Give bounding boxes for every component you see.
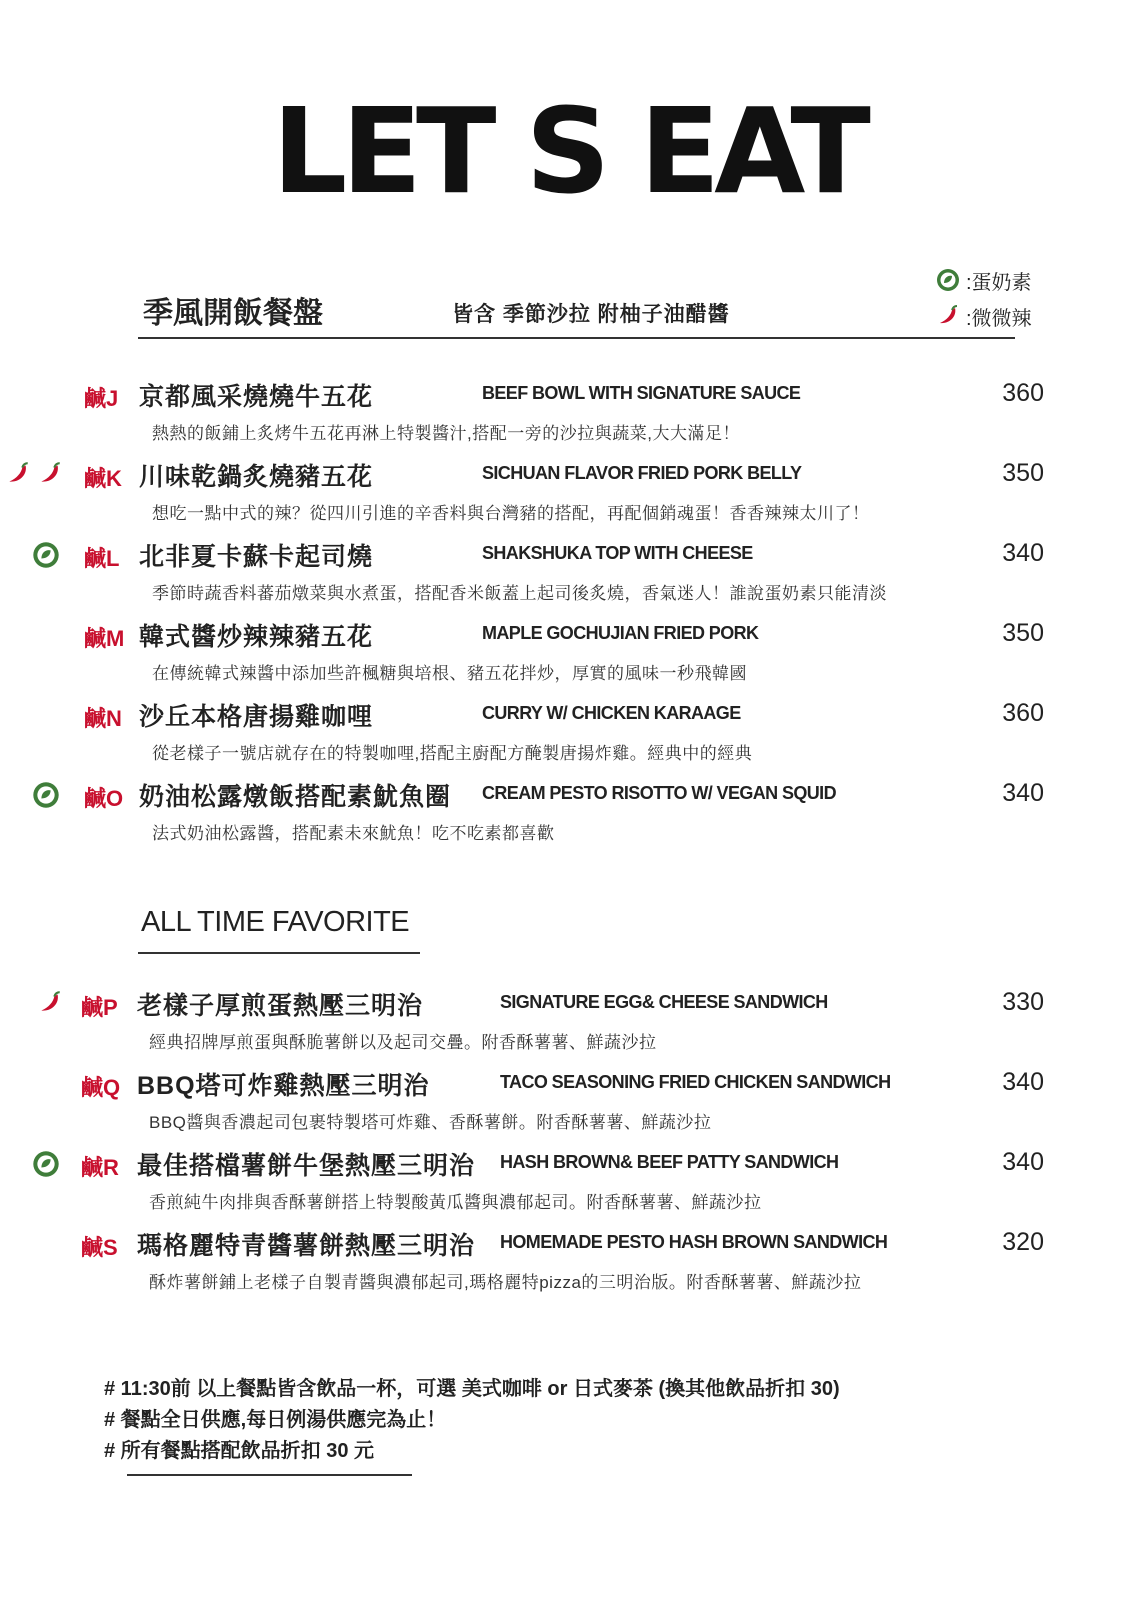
- item-name-zh: 京都風采燒燒牛五花: [139, 383, 374, 411]
- section-divider: [138, 952, 420, 954]
- item-code: 鹹L: [84, 546, 120, 571]
- item-name-zh: BBQ塔可炸雞熱壓三明治: [137, 1072, 430, 1100]
- chili-icon: [4, 460, 32, 493]
- item-code: 鹹M: [84, 626, 125, 651]
- menu-item: [0, 532, 1137, 612]
- menu-item: [0, 452, 1137, 532]
- item-name-en: CREAM PESTO RISOTTO W/ VEGAN SQUID: [482, 783, 836, 803]
- section-divider: [138, 337, 1015, 339]
- item-description: 香煎純牛肉排與香酥薯餅搭上特製酸黃瓜醬與濃郁起司。附香酥薯薯、鮮蔬沙拉: [149, 1193, 762, 1212]
- item-code: 鹹R: [81, 1155, 119, 1180]
- menu-item: [0, 1221, 1137, 1301]
- item-name-zh: 沙丘本格唐揚雞咖哩: [139, 703, 374, 731]
- item-price: 360: [1002, 379, 1044, 407]
- item-description: 熱熱的飯鋪上炙烤牛五花再淋上特製醬汁,搭配一旁的沙拉與蔬菜,大大滿足！: [152, 424, 740, 443]
- item-price: 340: [1002, 1068, 1044, 1096]
- item-price: 340: [1002, 779, 1044, 807]
- item-description: 法式奶油松露醬，搭配素未來魷魚！吃不吃素都喜歡: [152, 824, 555, 843]
- vegetarian-icon: [31, 780, 61, 815]
- chili-icon: [930, 303, 966, 329]
- item-code: 鹹J: [84, 386, 119, 411]
- vegetarian-icon: [31, 540, 61, 575]
- chili-icon: [36, 989, 64, 1022]
- notes: [104, 1374, 1004, 1467]
- item-price: 350: [1002, 459, 1044, 487]
- item-marks: [0, 620, 82, 650]
- chili-icon: [36, 460, 64, 493]
- item-name-zh: 最佳搭檔薯餅牛堡熱壓三明治: [137, 1152, 476, 1180]
- item-description: 從老樣子一號店就存在的特製咖哩,搭配主廚配方醃製唐揚炸雞。經典中的經典: [152, 744, 753, 763]
- item-code: 鹹K: [84, 466, 122, 491]
- note-line: # 餐點全日供應,每日例湯供應完為止！: [104, 1409, 447, 1431]
- item-name-zh: 川味乾鍋炙燒豬五花: [139, 463, 374, 491]
- note-line: # 11:30前 以上餐點皆含飲品一杯，可選 美式咖啡 or 日式麥茶 (換其他飲品折扣 30): [104, 1378, 840, 1400]
- legend-chili: [930, 298, 1110, 334]
- item-code: 鹹S: [81, 1235, 118, 1260]
- item-name-en: TACO SEASONING FRIED CHICKEN SANDWICH: [500, 1072, 891, 1092]
- item-name-zh: 奶油松露燉飯搭配素魷魚圈: [139, 783, 452, 811]
- item-code: 鹹P: [81, 995, 118, 1020]
- item-marks: [0, 460, 82, 490]
- item-marks: [0, 989, 82, 1019]
- item-description: 想吃一點中式的辣？從四川引進的辛香料與台灣豬的搭配，再配個銷魂蛋！香香辣辣太川了！: [152, 504, 870, 523]
- item-price: 320: [1002, 1228, 1044, 1256]
- item-name-en: HASH BROWN& BEEF PATTY SANDWICH: [500, 1152, 839, 1172]
- item-code: 鹹O: [84, 786, 124, 811]
- menu-item: [0, 772, 1137, 852]
- item-name-en: HOMEMADE PESTO HASH BROWN SANDWICH: [500, 1232, 888, 1252]
- item-code: 鹹N: [84, 706, 122, 731]
- favorites-section-title: ALL TIME FAVORITE: [141, 906, 410, 938]
- menu-item: [0, 372, 1137, 452]
- vegetarian-icon: [31, 1149, 61, 1184]
- vegetarian-icon: [930, 267, 966, 293]
- item-name-en: BEEF BOWL WITH SIGNATURE SAUCE: [482, 383, 801, 403]
- item-name-zh: 韓式醬炒辣辣豬五花: [139, 623, 374, 651]
- item-name-en: SICHUAN FLAVOR FRIED PORK BELLY: [482, 463, 802, 483]
- page-title: LET S EAT: [272, 82, 865, 220]
- note-line: # 所有餐點搭配飲品折扣 30 元: [104, 1440, 375, 1462]
- legend: [930, 262, 1110, 334]
- item-price: 340: [1002, 1148, 1044, 1176]
- item-name-en: SHAKSHUKA TOP WITH CHEESE: [482, 543, 753, 563]
- item-name-zh: 北非夏卡蘇卡起司燒: [139, 543, 374, 571]
- menu-item: [0, 1061, 1137, 1141]
- item-price: 360: [1002, 699, 1044, 727]
- item-name-en: CURRY W/ CHICKEN KARAAGE: [482, 703, 741, 723]
- legend-chili-label: :微微辣: [966, 307, 1032, 330]
- item-description: 酥炸薯餅鋪上老樣子自製青醬與濃郁起司,瑪格麗特pizza的三明治版。附香酥薯薯、鮮蔬沙拉: [149, 1273, 862, 1292]
- item-description: 經典招牌厚煎蛋與酥脆薯餅以及起司交疊。附香酥薯薯、鮮蔬沙拉: [149, 1033, 657, 1052]
- item-description: BBQ醬與香濃起司包裹特製塔可炸雞、香酥薯餅。附香酥薯薯、鮮蔬沙拉: [149, 1113, 712, 1132]
- item-marks: [0, 780, 82, 810]
- item-description: 季節時蔬香料蕃茄燉菜與水煮蛋，搭配香米飯蓋上起司後炙燒，香氣迷人！誰說蛋奶素只能清淡: [152, 584, 887, 603]
- legend-vegetarian-label: :蛋奶素: [966, 271, 1032, 294]
- item-price: 330: [1002, 988, 1044, 1016]
- item-name-zh: 瑪格麗特青醬薯餅熱壓三明治: [137, 1232, 476, 1260]
- menu-item: [0, 692, 1137, 772]
- legend-vegetarian: [930, 262, 1110, 298]
- menu-item: [0, 1141, 1137, 1221]
- item-marks: [0, 380, 82, 410]
- menu-item: [0, 981, 1137, 1061]
- notes-underline: [127, 1474, 412, 1476]
- item-marks: [0, 540, 82, 570]
- menu-item: [0, 612, 1137, 692]
- item-marks: [0, 1229, 82, 1259]
- item-marks: [0, 1069, 82, 1099]
- item-marks: [0, 700, 82, 730]
- seasonal-section-title: 季風開飯餐盤: [143, 297, 323, 330]
- item-marks: [0, 1149, 82, 1179]
- item-price: 350: [1002, 619, 1044, 647]
- seasonal-section-subtitle: 皆含 季節沙拉 附柚子油醋醬: [452, 303, 730, 326]
- item-name-en: MAPLE GOCHUJIAN FRIED PORK: [482, 623, 759, 643]
- item-name-en: SIGNATURE EGG& CHEESE SANDWICH: [500, 992, 828, 1012]
- item-description: 在傳統韓式辣醬中添加些許楓糖與培根、豬五花拌炒，厚實的風味一秒飛韓國: [152, 664, 747, 683]
- item-name-zh: 老樣子厚煎蛋熱壓三明治: [137, 992, 424, 1020]
- item-code: 鹹Q: [81, 1075, 121, 1100]
- item-price: 340: [1002, 539, 1044, 567]
